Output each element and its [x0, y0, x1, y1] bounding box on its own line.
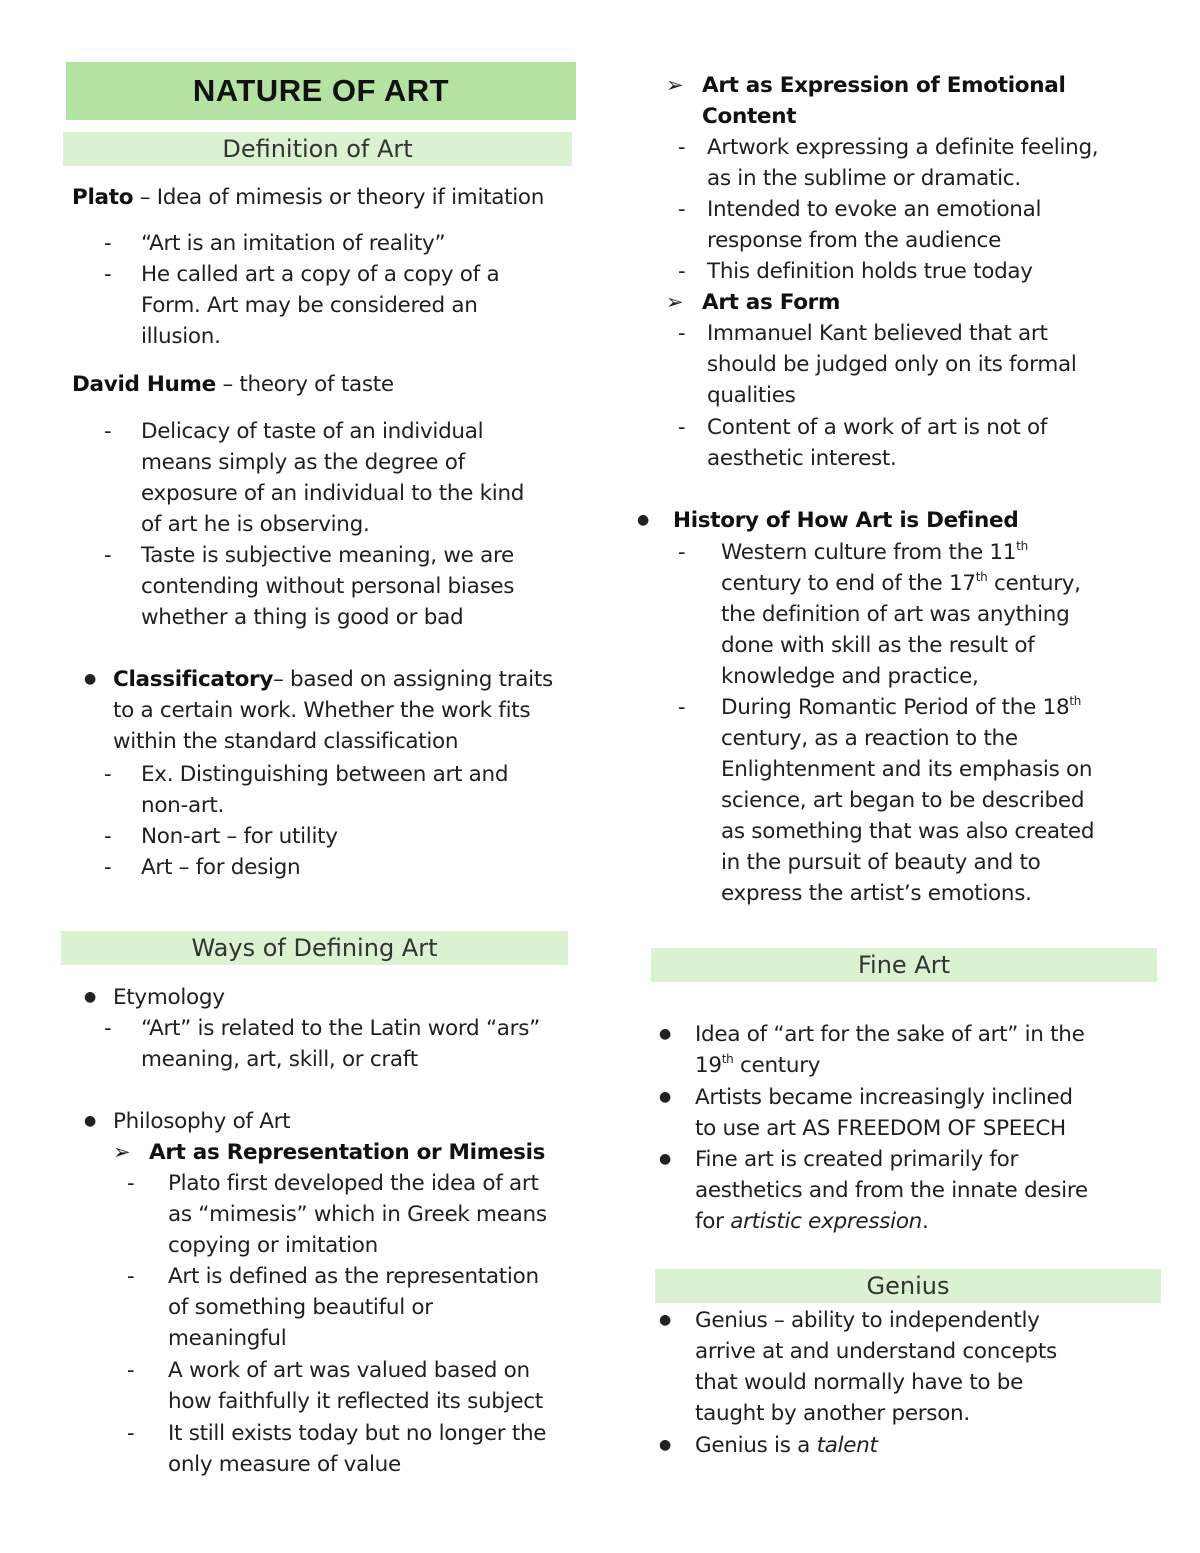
arrow-marker: ➢	[666, 290, 684, 314]
dash-marker: -	[678, 259, 686, 283]
dash-marker: -	[104, 1016, 112, 1040]
bullet-marker: ●	[659, 1312, 672, 1328]
section-heading-genius: Genius	[655, 1269, 1161, 1303]
etymology-point-1: “Art” is related to the Latin word “ars” meaning, art, skill, or craft	[141, 1016, 540, 1072]
etymology-label: Etymology	[113, 985, 225, 1010]
fine-art-point-2: Artists became increasingly inclined to use art AS FREEDOM OF SPEECH	[695, 1085, 1073, 1141]
plato-name: Plato	[72, 185, 134, 210]
dash-marker: -	[127, 1264, 135, 1288]
bullet-marker: ●	[637, 512, 650, 528]
history-point-2: During Romantic Period of the 18th century, as a reaction to the Enlightenment and its emphasis on science, art began to be described as something that was also created in the pursuit of beauty and to express the artist’s emotions.	[721, 694, 1095, 906]
dash-marker: -	[104, 231, 112, 255]
hume-point-1: Delicacy of taste of an individual means simply as the degree of exposure of an individual to the kind of art he is observing.	[141, 419, 525, 537]
dash-marker: -	[104, 824, 112, 848]
bullet-marker: ●	[659, 1151, 672, 1167]
dash-marker: -	[678, 197, 686, 221]
expression-label: Art as Expression of Emotional Content	[702, 73, 1066, 129]
bullet-marker: ●	[659, 1026, 672, 1042]
dash-marker: -	[127, 1358, 135, 1382]
bullet-marker: ●	[84, 1113, 97, 1129]
dash-marker: -	[678, 540, 686, 564]
bullet-marker: ●	[84, 671, 97, 687]
dash-marker: -	[104, 543, 112, 567]
dash-marker: -	[104, 855, 112, 879]
hume-desc: – theory of taste	[215, 372, 394, 397]
plato-desc: – Idea of mimesis or theory if imitation	[133, 185, 545, 210]
expression-point-3: This definition holds true today	[707, 259, 1033, 284]
representation-point-2: Art is defined as the representation of something beautiful or meaningful	[168, 1264, 539, 1351]
arrow-marker: ➢	[113, 1140, 131, 1164]
plato-entry	[72, 182, 544, 213]
section-heading-ways: Ways of Defining Art	[61, 931, 568, 965]
dash-marker: -	[678, 135, 686, 159]
philosophy-label: Philosophy of Art	[113, 1109, 291, 1134]
form-point-1: Immanuel Kant believed that art should be judged only on its formal qualities	[707, 321, 1077, 408]
dash-marker: -	[678, 415, 686, 439]
dash-marker: -	[104, 419, 112, 443]
dash-marker: -	[127, 1171, 135, 1195]
form-point-2: Content of a work of art is not of aesthetic interest.	[707, 415, 1048, 471]
hume-point-2: Taste is subjective meaning, we are contending without personal biases whether a thing is good or bad	[141, 543, 515, 630]
classificatory-point-3: Art – for design	[141, 855, 301, 880]
hume-name: David Hume	[72, 372, 216, 397]
bullet-marker: ●	[659, 1089, 672, 1105]
representation-point-4: It still exists today but no longer the only measure of value	[168, 1421, 547, 1477]
classificatory-point-2: Non-art – for utility	[141, 824, 338, 849]
arrow-marker: ➢	[666, 73, 684, 97]
representation-label: Art as Representation or Mimesis	[149, 1140, 546, 1165]
form-label: Art as Form	[702, 290, 841, 315]
dash-marker: -	[127, 1421, 135, 1445]
bullet-marker: ●	[84, 989, 97, 1005]
dash-marker: -	[678, 695, 686, 719]
genius-point-1: Genius – ability to independently arrive at and understand concepts that would normally have to be taught by another person.	[695, 1308, 1057, 1426]
history-label: History of How Art is Defined	[673, 508, 1019, 533]
expression-point-1: Artwork expressing a definite feeling, as in the sublime or dramatic.	[707, 135, 1099, 191]
expression-point-2: Intended to evoke an emotional response from the audience	[707, 197, 1042, 253]
bullet-marker: ●	[659, 1437, 672, 1453]
history-point-1: Western culture from the 11th century to end of the 17th century, the definition of art was anything done with skill as the result of knowledge and practice,	[721, 539, 1081, 689]
plato-point-2: He called art a copy of a copy of a Form. Art may be considered an illusion.	[141, 262, 500, 349]
plato-point-1: “Art is an imitation of reality”	[141, 231, 446, 256]
classificatory-entry: Classificatory– based on assigning traits to a certain work. Whether the work fits within the standard classification	[113, 667, 553, 754]
classificatory-point-1: Ex. Distinguishing between art and non-art.	[141, 762, 509, 818]
section-heading-fine-art: Fine Art	[651, 948, 1157, 982]
dash-marker: -	[678, 321, 686, 345]
hume-entry	[72, 369, 394, 400]
section-heading-definition: Definition of Art	[63, 132, 572, 166]
fine-art-point-3: Fine art is created primarily for aesthetics and from the innate desire for artistic expression.	[695, 1147, 1088, 1234]
dash-marker: -	[104, 262, 112, 286]
representation-point-3: A work of art was valued based on how faithfully it reflected its subject	[168, 1358, 543, 1414]
genius-point-2: Genius is a talent	[695, 1433, 878, 1458]
representation-point-1: Plato first developed the idea of art as “mimesis” which in Greek means copying or imitation	[168, 1171, 547, 1258]
fine-art-point-1: Idea of “art for the sake of art” in the 19th century	[695, 1022, 1085, 1078]
page-title: NATURE OF ART	[66, 62, 576, 120]
classificatory-name: Classificatory	[113, 667, 274, 692]
dash-marker: -	[104, 762, 112, 786]
